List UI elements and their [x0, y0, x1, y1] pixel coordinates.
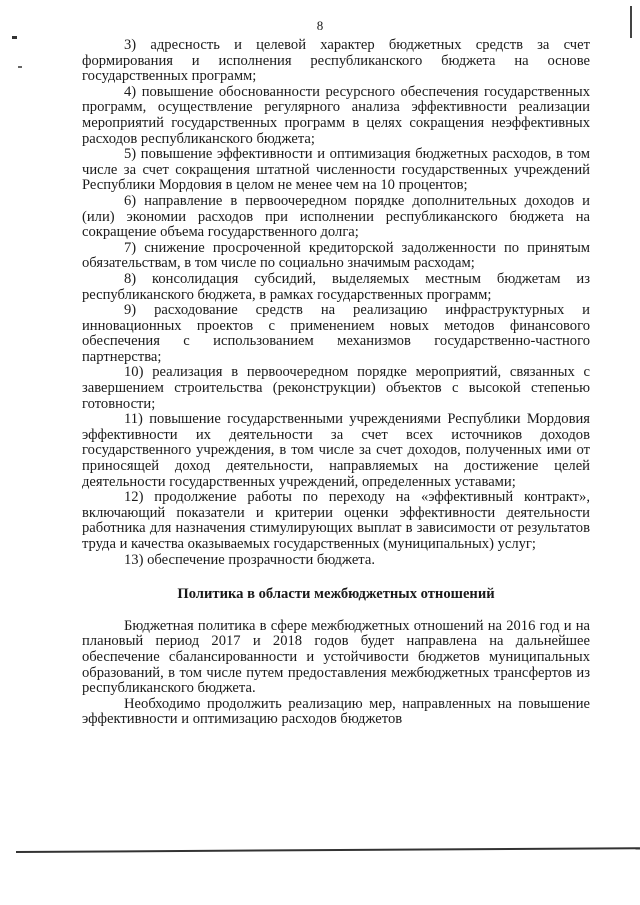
list-item-7: 7) снижение просроченной кредиторской задолженности по принятым обязательствам, в том числе по социально значимым расходам; — [82, 239, 590, 272]
section-paragraph-1: Бюджетная политика в сфере межбюджетных отношений на 2016 год и на плановый период 2017 и 2018 годов будет направлена на дальнейшее обеспечение сбалансированности и устойчивости бюджетов муниципальных образований, в том числе путем предоставления межбюджетных трансфертов из республиканского бюджета. — [82, 617, 590, 697]
document-body — [82, 38, 590, 728]
scan-dot-mark — [12, 36, 17, 39]
page-bottom-rule — [16, 847, 640, 853]
list-item-5: 5) повышение эффективности и оптимизация бюджетных расходов, в том числе за счет сокращения штатной численности государственных учреждений Республики Мордовия в целом не менее чем на 10 процентов; — [82, 146, 590, 194]
list-item-3: 3) адресность и целевой характер бюджетных средств за счет формирования и исполнения республиканского бюджета на основе государственных программ; — [82, 37, 590, 85]
list-item-13: 13) обеспечение прозрачности бюджета. — [124, 551, 375, 568]
scan-edge-mark — [630, 6, 632, 38]
section-paragraph-2: Необходимо продолжить реализацию мер, направленных на повышение эффективности и оптимизацию расходов бюджетов — [82, 695, 590, 728]
list-item-11: 11) повышение государственными учреждениями Республики Мордовия эффективности их деятельности за счет всех источников доходов государственного учреждения, в том числе за счет доходов, полученных ими от приносящей доход деятельности, направляемых на достижение целей деятельности государственных учреждений, определенных уставами; — [82, 411, 590, 490]
list-item-12: 12) продолжение работы по переходу на «эффективный контракт», включающий показатели и критерии оценки эффективности деятельности работника для назначения стимулирующих выплат в зависимости от результатов труда и качества оказываемых государственных (муниципальных) услуг; — [82, 489, 590, 552]
scan-dot-mark-small — [18, 66, 22, 68]
list-item-10: 10) реализация в первоочередном порядке мероприятий, связанных с завершением строительства (реконструкции) объектов с высокой степенью готовности; — [82, 364, 590, 412]
list-item-4: 4) повышение обоснованности ресурсного обеспечения государственных программ, осуществление регулярного анализа эффективности реализации мероприятий государственных программ в целях сокращения неэффективных расходов республиканского бюджета; — [82, 83, 590, 147]
section-heading: Политика в области межбюджетных отношений — [177, 586, 495, 603]
list-item-8: 8) консолидация субсидий, выделяемых местным бюджетам из республиканского бюджета, в рамках государственных программ; — [82, 270, 590, 303]
list-item-9: 9) расходование средств на реализацию инфраструктурных и инновационных проектов с применением новых методов финансового обеспечения с использованием механизмов государственно-частного партнерства; — [82, 302, 590, 365]
list-item-6: 6) направление в первоочередном порядке дополнительных доходов и (или) экономии расходов при исполнении республиканского бюджета на сокращение объема государственного долга; — [82, 192, 590, 241]
page-number: 8 — [316, 18, 324, 33]
